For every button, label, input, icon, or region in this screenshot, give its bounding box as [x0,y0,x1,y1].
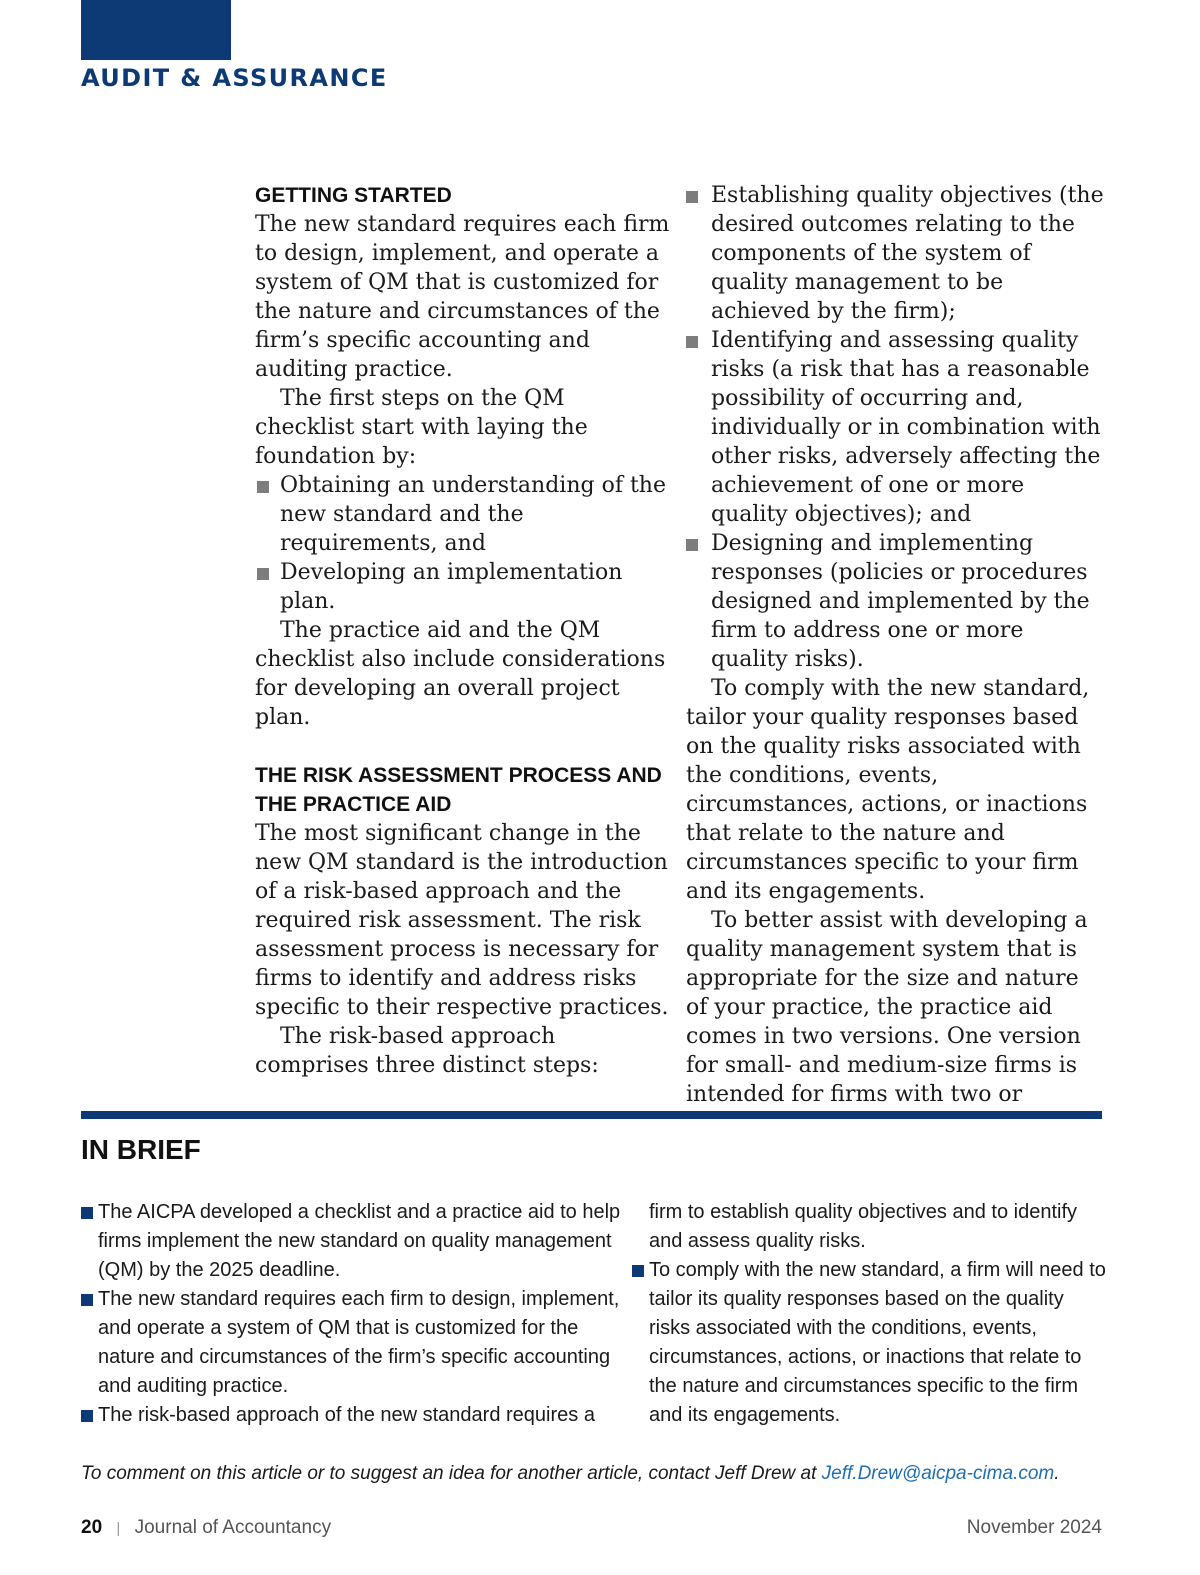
footer-separator: | [116,1520,121,1537]
list-item-text: Establishing quality objectives (the desired outcomes relating to the components of the system of quality management to be achieved by the firm); [711,183,1104,324]
bullet-list [686,181,1106,674]
comment-end: . [1054,1463,1060,1484]
in-brief-item [81,1285,621,1401]
in-brief-text: The risk-based approach of the new standard requires a [98,1404,595,1426]
comment-text: To comment on this article or to suggest an idea for another article, contact Jeff Drew at [81,1463,817,1484]
publication-name: Journal of Accountancy [134,1517,332,1538]
in-brief-text: To comply with the new standard, a firm will need to tailor its quality responses based on the quality risks associated with the conditions, events, circumstances, actions, or inactions that relate to the nature and circumstances specific to the firm and its engagements. [649,1259,1106,1426]
paragraph: To comply with the new standard, tailor your quality responses based on the quality risks associated with the conditions, events, circumstances, actions, or inactions that relate to the nature and circumstances specific to your firm and its engagements. [686,676,1090,904]
in-brief-text: The AICPA developed a checklist and a practice aid to help firms implement the new standard on quality management (QM) by the 2025 deadline. [98,1201,621,1281]
heading-getting-started: GETTING STARTED [255,184,452,207]
in-brief-item [632,1256,1110,1430]
article-column-1 [255,181,670,1080]
paragraph: The first steps on the QM checklist start with laying the foundation by: [255,386,588,469]
footer-left [81,1517,331,1539]
square-bullet-icon [686,191,698,203]
list-item-text: Designing and implementing responses (policies or procedures designed and implemented by the firm to address one or more quality risks). [711,531,1090,672]
paragraph: To better assist with developing a quality management system that is appropriate for the size and nature of your practice, the practice aid comes in two versions. One version for small- and medium-size firms is intended for firms with two or [686,908,1088,1107]
in-brief-list [632,1198,1110,1430]
bullet-list [255,471,670,616]
list-item [255,471,670,558]
square-bullet-icon [686,336,698,348]
list-item [255,558,670,616]
square-bullet-icon [632,1265,644,1277]
square-bullet-icon [81,1207,93,1219]
list-item [686,326,1106,529]
page-number: 20 [81,1517,103,1538]
in-brief-title: IN BRIEF [81,1134,201,1165]
in-brief-continuation [632,1198,1110,1256]
square-bullet-icon [257,568,269,580]
square-bullet-icon [257,481,269,493]
list-item [686,529,1106,674]
square-bullet-icon [686,539,698,551]
in-brief-text: The new standard requires each firm to design, implement, and operate a system of QM that is customized for the nature and circumstances of the firm’s specific accounting and auditing practice. [98,1288,620,1397]
paragraph: The new standard requires each firm to design, implement, and operate a system of QM that is customized for the nature and circumstances of the firm’s specific accounting and auditing practice. [255,212,670,382]
in-brief-text: firm to establish quality objectives and to identify and assess quality risks. [649,1201,1077,1252]
in-brief-item [81,1198,621,1285]
square-bullet-icon [81,1410,93,1422]
email-link[interactable]: Jeff.Drew@aicpa-cima.com [821,1463,1055,1484]
in-brief-rule [81,1111,1102,1119]
comment-line [81,1459,1111,1488]
article-column-2 [686,181,1106,1109]
paragraph: The practice aid and the QM checklist also include considerations for developing an overall project plan. [255,618,666,730]
paragraph: The risk-based approach comprises three distinct steps: [255,1024,599,1078]
in-brief-left-column [81,1198,621,1430]
heading-risk-assessment: THE RISK ASSESSMENT PROCESS AND THE PRACTICE AID [255,764,662,816]
list-item-text: Developing an implementation plan. [280,560,623,614]
in-brief-item [81,1401,621,1430]
section-label: AUDIT & ASSURANCE [81,64,388,92]
list-item [686,181,1106,326]
in-brief-right-column [632,1198,1110,1430]
issue-date: November 2024 [966,1517,1102,1538]
paragraph: The most significant change in the new QM standard is the introduction of a risk-based approach and the required risk assessment. The risk assessment process is necessary for firms to identify and address risks specific to their respective practices. [255,821,669,1020]
square-bullet-icon [81,1294,93,1306]
list-item-text: Identifying and assessing quality risks (a risk that has a reasonable possibility of occurring and, individually or in combination with other risks, adversely affecting the achievement of one or more quality objectives); and [711,328,1101,527]
in-brief-list [81,1198,621,1430]
header-color-block [81,0,231,60]
list-item-text: Obtaining an understanding of the new standard and the requirements, and [280,473,666,556]
